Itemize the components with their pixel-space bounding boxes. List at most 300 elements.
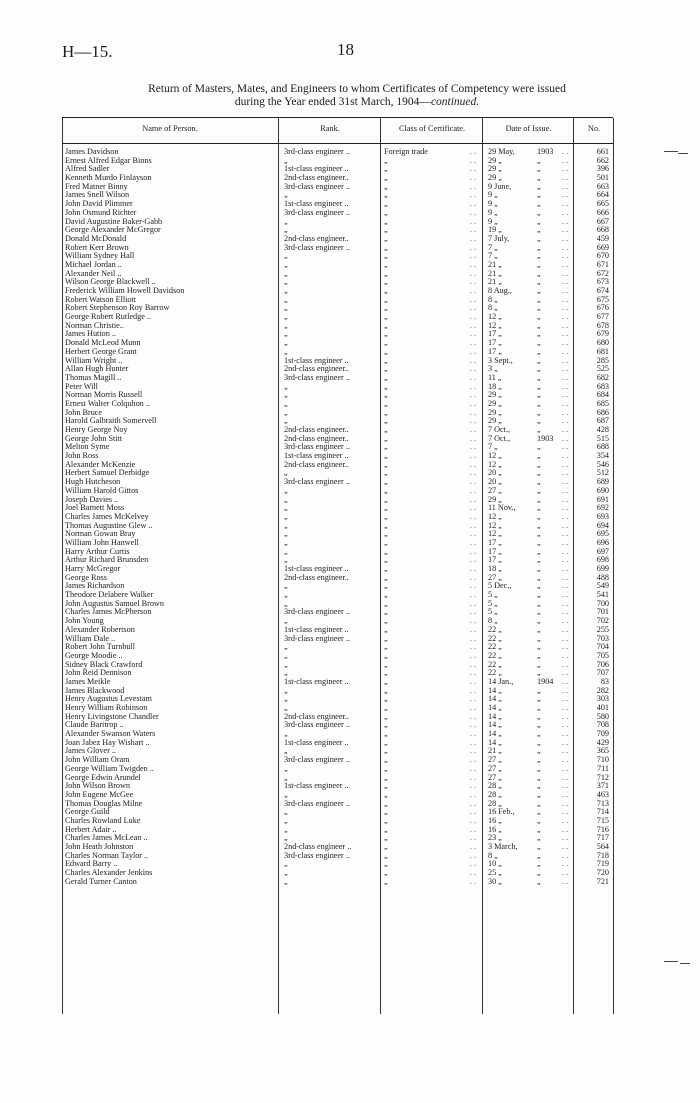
year-cell: „: [537, 798, 541, 808]
rank-cell: 3rd-class engineer ..: [284, 799, 350, 808]
leader-dots: . .: [470, 242, 477, 252]
rank-cell: 3rd-class engineer ..: [284, 756, 350, 765]
year-cell: „: [537, 850, 541, 860]
table-row: [62, 452, 613, 461]
class-cell: „: [384, 755, 388, 765]
year-cell: „: [537, 624, 541, 634]
date-cell: 12 „: [488, 451, 502, 461]
person-name: Wilson George Blackwell ..: [65, 278, 156, 287]
leader-dots: . .: [562, 190, 569, 200]
class-cell: „: [384, 364, 388, 374]
table-row: [62, 695, 613, 704]
leader-dots: . .: [562, 876, 569, 886]
rank-cell: 2nd-class engineer..: [284, 426, 349, 434]
class-cell: „: [384, 842, 388, 851]
leader-dots: . .: [562, 572, 569, 582]
year-cell: „: [537, 338, 541, 348]
rank-cell: „: [284, 816, 288, 825]
table-row: [62, 348, 613, 357]
leader-dots: . .: [470, 815, 477, 825]
class-cell: „: [384, 772, 388, 782]
year-cell: „: [537, 294, 541, 304]
leader-dots: . .: [562, 181, 569, 191]
year-cell: „: [537, 485, 541, 495]
leader-dots: . .: [562, 451, 569, 461]
person-name: Peter Will: [65, 382, 98, 391]
number-cell: 282: [596, 685, 609, 695]
table-row: [62, 617, 613, 626]
leader-dots: . .: [562, 511, 569, 521]
number-cell: 255: [596, 624, 609, 634]
table-row: [62, 808, 613, 817]
number-cell: 685: [596, 398, 609, 408]
date-cell: 30 „: [488, 876, 502, 886]
leader-dots: . .: [470, 425, 477, 434]
year-cell: „: [537, 520, 541, 530]
date-cell: 16 Feb.,: [488, 807, 515, 817]
class-cell: „: [384, 520, 388, 530]
date-cell: 29 „: [488, 416, 502, 426]
year-cell: „: [537, 451, 541, 461]
class-cell: „: [384, 876, 388, 886]
person-name: Edward Barry ..: [65, 860, 118, 869]
class-cell: „: [384, 485, 388, 495]
rank-cell: „: [284, 191, 288, 200]
date-cell: 11 „: [488, 372, 502, 382]
leader-dots: . .: [562, 781, 569, 791]
date-cell: 29 „: [488, 164, 502, 174]
leader-dots: . .: [470, 277, 477, 287]
date-cell: 29 „: [488, 407, 502, 417]
rule-right: [613, 118, 614, 1014]
table-row: [62, 400, 613, 409]
year-cell: „: [537, 807, 541, 817]
table-row: [62, 296, 613, 305]
year-cell: „: [537, 216, 541, 226]
rank-cell: „: [284, 591, 288, 600]
year-cell: „: [537, 442, 541, 452]
person-name: Harry Arthur Curtis: [65, 547, 130, 556]
leader-dots: . .: [470, 711, 477, 721]
rank-cell: „: [284, 790, 288, 799]
person-name: Charles Alexander Jenkins: [65, 869, 153, 878]
date-cell: 22 „: [488, 668, 502, 678]
person-name: George Ross: [65, 573, 107, 582]
number-cell: 525: [596, 364, 609, 374]
title-line-2: [62, 96, 652, 109]
leader-dots: . .: [470, 607, 477, 617]
rank-cell: „: [284, 347, 288, 356]
table-row: [62, 270, 613, 279]
year-cell: „: [537, 372, 541, 382]
table-row: [62, 747, 613, 756]
class-cell: „: [384, 233, 388, 243]
leader-dots: . .: [562, 477, 569, 487]
rank-cell: „: [284, 408, 288, 417]
number-cell: 580: [596, 711, 609, 721]
year-cell: „: [537, 537, 541, 547]
table-row: [62, 469, 613, 478]
person-name: John Reid Dennison: [65, 669, 132, 678]
leader-dots: . .: [562, 729, 569, 739]
leader-dots: . .: [470, 477, 477, 487]
year-cell: „: [537, 772, 541, 782]
class-cell: „: [384, 433, 388, 443]
class-cell: „: [384, 442, 388, 452]
person-name: Thomas Douglas Milne: [65, 799, 143, 808]
class-cell: „: [384, 277, 388, 287]
person-name: Alfred Sadler: [65, 165, 110, 174]
person-name: Joel Barnett Moss: [65, 504, 125, 513]
person-name: Thomas Magill ..: [65, 373, 122, 382]
date-cell: 7 „: [488, 442, 498, 452]
rank-cell: „: [284, 643, 288, 652]
person-name: George Moodie ..: [65, 651, 123, 660]
year-cell: „: [537, 546, 541, 556]
person-name: John Ross: [65, 452, 99, 461]
rank-cell: „: [284, 269, 288, 278]
class-cell: „: [384, 416, 388, 426]
date-cell: 22 „: [488, 633, 502, 643]
class-cell: „: [384, 181, 388, 191]
rank-cell: 1st-class engineer ..: [284, 452, 349, 461]
class-cell: „: [384, 242, 388, 252]
rank-cell: „: [284, 651, 288, 660]
table-row: [62, 774, 613, 783]
rank-cell: „: [284, 530, 288, 539]
table-row: [62, 591, 613, 600]
leader-dots: . .: [562, 294, 569, 304]
date-cell: 27 „: [488, 485, 502, 495]
class-cell: „: [384, 268, 388, 278]
class-cell: „: [384, 390, 388, 400]
number-cell: 666: [596, 207, 609, 217]
rank-cell: „: [284, 260, 288, 269]
year-cell: „: [537, 199, 541, 209]
leader-dots: . .: [562, 390, 569, 400]
number-cell: 687: [596, 416, 609, 426]
date-cell: 17 „: [488, 338, 502, 348]
year-cell: „: [537, 685, 541, 695]
number-cell: 715: [596, 815, 609, 825]
leader-dots: . .: [470, 876, 477, 886]
person-name: William Sydney Hall: [65, 252, 135, 261]
leader-dots: . .: [470, 807, 477, 817]
leader-dots: . .: [470, 824, 477, 834]
person-name: Joseph Davies ..: [65, 495, 119, 504]
leader-dots: . .: [470, 642, 477, 652]
class-cell: „: [384, 711, 388, 721]
number-cell: 670: [596, 251, 609, 261]
number-cell: 699: [596, 564, 609, 573]
leader-dots: . .: [562, 763, 569, 773]
year-cell: „: [537, 824, 541, 834]
leader-dots: . .: [470, 755, 477, 765]
person-name: James Meikle: [65, 677, 111, 686]
leader-dots: . .: [562, 616, 569, 626]
date-cell: 17 „: [488, 537, 502, 547]
leader-dots: . .: [470, 416, 477, 426]
class-cell: „: [384, 590, 388, 600]
table-row: [62, 643, 613, 652]
year-cell: „: [537, 303, 541, 313]
class-cell: „: [384, 798, 388, 808]
date-cell: 17 „: [488, 329, 502, 339]
number-cell: 708: [596, 720, 609, 730]
table-row: [62, 417, 613, 426]
leader-dots: . .: [562, 607, 569, 617]
leader-dots: . .: [562, 711, 569, 721]
leader-dots: . .: [562, 442, 569, 452]
rank-cell: „: [284, 556, 288, 565]
rank-cell: „: [284, 287, 288, 295]
class-cell: „: [384, 346, 388, 356]
rank-cell: „: [284, 877, 288, 886]
rank-cell: „: [284, 469, 288, 478]
leader-dots: . .: [562, 372, 569, 382]
leader-dots: . .: [470, 503, 477, 513]
leader-dots: . .: [562, 364, 569, 374]
leader-dots: . .: [562, 659, 569, 669]
year-cell: „: [537, 572, 541, 582]
number-cell: 429: [596, 737, 609, 747]
person-name: Charles Norman Taylor ..: [65, 851, 149, 860]
year-cell: „: [537, 233, 541, 243]
person-name: David Augustine Baker-Gabb: [65, 217, 163, 226]
class-cell: „: [384, 685, 388, 695]
rank-cell: „: [284, 869, 288, 878]
leader-dots: . .: [470, 286, 477, 295]
date-cell: 16 „: [488, 824, 502, 834]
class-cell: „: [384, 425, 388, 434]
class-cell: „: [384, 824, 388, 834]
person-name: John Bruce: [65, 408, 103, 417]
table-row: [62, 357, 613, 366]
year-cell: „: [537, 789, 541, 799]
table-row: [62, 756, 613, 765]
leader-dots: . .: [562, 842, 569, 851]
leader-dots: . .: [470, 616, 477, 626]
leader-dots: . .: [470, 694, 477, 704]
year-cell: „: [537, 833, 541, 843]
leader-dots: . .: [470, 199, 477, 209]
table-row: [62, 226, 613, 235]
table-row: [62, 878, 613, 887]
date-cell: 23 „: [488, 833, 502, 843]
date-cell: 17 „: [488, 546, 502, 556]
year-cell: „: [537, 815, 541, 825]
date-cell: 16 „: [488, 815, 502, 825]
leader-dots: . .: [562, 746, 569, 756]
leader-dots: . .: [470, 537, 477, 547]
leader-dots: . .: [562, 737, 569, 747]
leader-dots: . .: [562, 459, 569, 469]
leader-dots: . .: [470, 859, 477, 869]
year-cell: „: [537, 286, 541, 295]
table-row: [62, 574, 613, 583]
leader-dots: . .: [470, 147, 477, 156]
leader-dots: . .: [470, 451, 477, 461]
leader-dots: . .: [562, 216, 569, 226]
number-cell: 664: [596, 190, 609, 200]
rank-cell: 3rd-class engineer ..: [284, 443, 350, 452]
year-cell: „: [537, 477, 541, 487]
leader-dots: . .: [562, 789, 569, 799]
rank-cell: „: [284, 486, 288, 495]
table-row: [62, 426, 613, 435]
year-cell: „: [537, 859, 541, 869]
class-cell: „: [384, 624, 388, 634]
rank-cell: „: [284, 321, 288, 330]
class-cell: „: [384, 320, 388, 330]
leader-dots: . .: [470, 407, 477, 417]
leader-dots: . .: [470, 511, 477, 521]
table-row: [62, 244, 613, 253]
year-cell: „: [537, 694, 541, 704]
rank-cell: „: [284, 382, 288, 391]
number-cell: 285: [596, 355, 609, 365]
class-cell: „: [384, 329, 388, 339]
number-cell: 675: [596, 294, 609, 304]
leader-dots: . .: [562, 164, 569, 174]
class-cell: „: [384, 529, 388, 539]
rank-cell: 3rd-class engineer ..: [284, 634, 350, 643]
table-row: [62, 600, 613, 609]
year-cell: „: [537, 529, 541, 539]
leader-dots: . .: [562, 233, 569, 243]
number-cell: 661: [596, 147, 609, 156]
rank-cell: „: [284, 330, 288, 339]
margin-mark: [664, 151, 678, 152]
year-cell: „: [537, 312, 541, 322]
year-cell: „: [537, 355, 541, 365]
leader-dots: . .: [562, 815, 569, 825]
number-cell: 686: [596, 407, 609, 417]
date-cell: 12 „: [488, 320, 502, 330]
table-row: [62, 852, 613, 861]
date-cell: 20 „: [488, 477, 502, 487]
date-cell: 29 „: [488, 173, 502, 183]
date-cell: 11 Nov.,: [488, 503, 516, 513]
table-row: [62, 261, 613, 270]
class-cell: „: [384, 398, 388, 408]
table-row: [62, 200, 613, 209]
class-cell: „: [384, 216, 388, 226]
leader-dots: . .: [470, 433, 477, 443]
year-cell: „: [537, 616, 541, 626]
number-cell: 428: [596, 425, 609, 434]
person-name: Alexander Neil ..: [65, 269, 122, 278]
table-row: [62, 678, 613, 687]
table-row: [62, 556, 613, 565]
class-cell: „: [384, 633, 388, 643]
number-cell: 515: [596, 433, 609, 443]
leader-dots: . .: [562, 155, 569, 165]
date-cell: 17 „: [488, 346, 502, 356]
number-cell: 693: [596, 511, 609, 521]
person-name: George William Twigden ..: [65, 764, 154, 773]
person-name: Norman Christie..: [65, 321, 124, 330]
leader-dots: . .: [562, 546, 569, 556]
year-cell: „: [537, 555, 541, 565]
leader-dots: . .: [470, 381, 477, 391]
leader-dots: . .: [470, 329, 477, 339]
year-cell: „: [537, 511, 541, 521]
leader-dots: . .: [470, 190, 477, 200]
date-cell: 18 „: [488, 564, 502, 573]
year-cell: „: [537, 468, 541, 478]
number-cell: 713: [596, 798, 609, 808]
person-name: Hugh Hutcheson: [65, 478, 121, 487]
table-row: [62, 652, 613, 661]
number-cell: 700: [596, 598, 609, 608]
table-row: [62, 539, 613, 548]
rank-cell: „: [284, 704, 288, 712]
table-row: [62, 435, 613, 444]
class-cell: „: [384, 294, 388, 304]
table-row: [62, 322, 613, 331]
class-cell: „: [384, 616, 388, 626]
leader-dots: . .: [470, 442, 477, 452]
table-row: [62, 409, 613, 418]
table-row: [62, 304, 613, 313]
leader-dots: . .: [562, 320, 569, 330]
class-cell: „: [384, 164, 388, 174]
number-cell: 717: [596, 833, 609, 843]
leader-dots: . .: [470, 346, 477, 356]
number-cell: 719: [596, 859, 609, 869]
table-row: [62, 383, 613, 392]
year-cell: „: [537, 268, 541, 278]
year-cell: „: [537, 668, 541, 678]
person-name: James Richardson: [65, 582, 125, 591]
rank-cell: 3rd-class engineer ..: [284, 148, 350, 156]
margin-mark: [678, 153, 688, 154]
person-name: Claude Baritrop ..: [65, 721, 124, 730]
person-name: John Heath Johnston: [65, 843, 134, 851]
leader-dots: . .: [470, 251, 477, 261]
person-name: Charles Rowland Luke: [65, 816, 141, 825]
number-cell: 695: [596, 529, 609, 539]
table-row: [62, 687, 613, 696]
rank-cell: „: [284, 278, 288, 287]
table-row: [62, 869, 613, 878]
table-row: [62, 287, 613, 296]
year-cell: 1904: [537, 676, 554, 686]
date-cell: 14 „: [488, 720, 502, 730]
leader-dots: . .: [470, 650, 477, 660]
person-name: John David Plimmer: [65, 200, 133, 209]
person-name: John Wilson Brown: [65, 782, 131, 791]
title-continued: continued.: [430, 96, 480, 108]
date-cell: 21 „: [488, 746, 502, 756]
table-row: [62, 218, 613, 227]
leader-dots: . .: [562, 503, 569, 513]
date-cell: 29 „: [488, 398, 502, 408]
year-cell: „: [537, 503, 541, 513]
class-cell: „: [384, 355, 388, 365]
rank-cell: 1st-class engineer ..: [284, 738, 349, 747]
year-cell: „: [537, 703, 541, 712]
leader-dots: . .: [562, 381, 569, 391]
table-row: [62, 608, 613, 617]
leader-dots: . .: [470, 173, 477, 183]
date-cell: 9 „: [488, 190, 498, 200]
number-cell: 682: [596, 372, 609, 382]
number-cell: 668: [596, 225, 609, 235]
leader-dots: . .: [470, 737, 477, 747]
person-name: John William Oram: [65, 756, 130, 765]
